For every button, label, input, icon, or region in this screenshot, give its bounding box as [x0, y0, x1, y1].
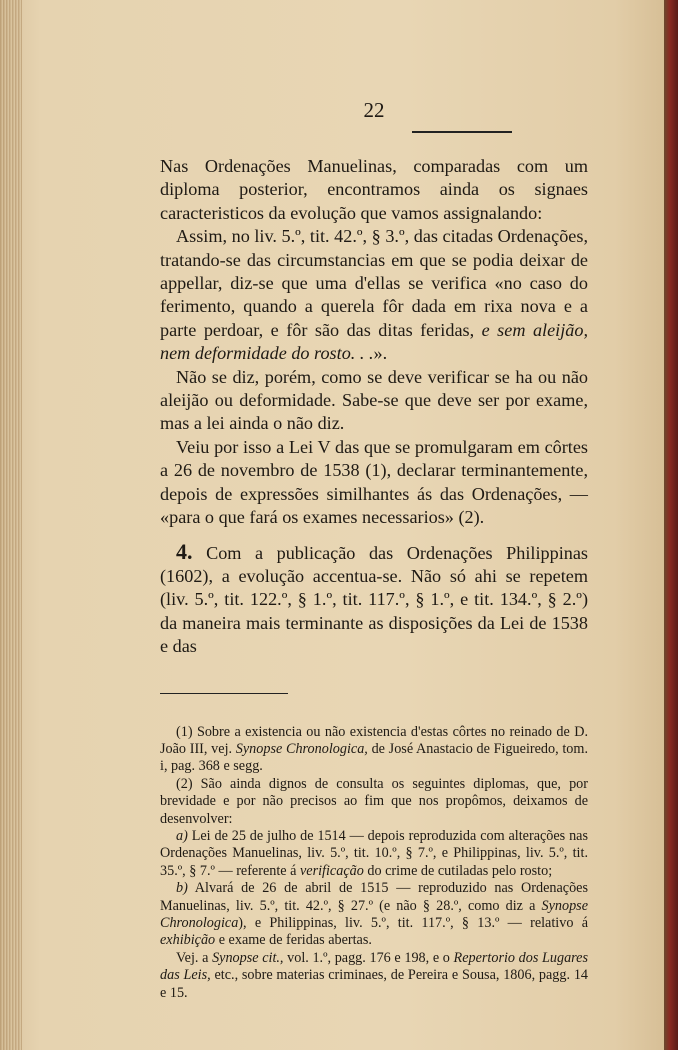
paragraph-4: Veiu por isso a Lei V das que se promulgaram em côrtes a 26 de novembro de 1538 (1), declarar terminantemente, depois de expressões similhantes ás das Ordenações, — «para o que fará os exames necessarios» (2). — [160, 436, 588, 528]
page-content — [160, 98, 588, 1002]
ref-text: Vej. a — [176, 949, 213, 966]
footnote-1-title: Synopse Chronologica, — [235, 740, 368, 757]
item-a-end: do crime de cutiladas pelo rosto; — [363, 862, 553, 879]
footnote-2: (2) São ainda dignos de consulta os seguintes diplomas, que, por brevidade e por não precisos ao fim que nos propômos, deixamos de desenvolver: — [160, 775, 588, 827]
paragraph-5-text: Com a publicação das Ordenações Philippinas (1602), a evolução accentua-se. Não só ahi se repetem (liv. 5.º, tit. 122.º, § 1.º, tit. 117.º, § 1.º, e tit. 134.º, § 2.º) da maneira mais terminante as disposições da Lei de 1538 e das — [160, 542, 589, 657]
page-number: 22 — [363, 98, 385, 122]
item-b-middle: ), e Philippinas, liv. 5.º, tit. 117.º, § 13.º — relativo á — [238, 915, 588, 931]
item-b-text: Alvará de 26 de abril de 1515 — reproduzido nas Ordenações Manuelinas, liv. 5.º, tit. 42.º, § 27.º (e não § 28.º, como diz a — [160, 880, 588, 914]
item-b-title: Synopse Chronologica — [160, 897, 588, 931]
footnote-1-end: de José Anastacio de Figueiredo, tom. i, pag. 368 e segg. — [160, 740, 588, 775]
ref-title-2: Repertorio dos Lugares das Leis, — [160, 949, 588, 984]
paragraph-2-text: Assim, no liv. 5.º, tit. 42.º, § 3.º, das citadas Ordenações, tratando-se das circumstancias em que se podia deixar de appellar, diz-se que uma d'ellas se verifica «no caso do ferimento, quando a querela fôr dada em rixa nova e a parte perdoar, e fôr são das ditas feridas, — [160, 226, 588, 340]
body-text — [160, 155, 588, 659]
paragraph-5 — [160, 540, 588, 659]
header-rule — [412, 131, 512, 133]
paragraph-2-end: ». — [373, 343, 388, 364]
footnote-2-item-a — [160, 828, 588, 880]
footnote-2-references — [160, 950, 588, 1002]
item-a-text: Lei de 25 de julho de 1514 — depois reproduzida com alterações nas Ordenações Manuelinas, liv. 5.º, tit. 10.º, § 7.º, e Philippinas, liv. 5.º, tit. 35.º, § 7.º — referente á — [160, 827, 588, 879]
footnotes — [160, 724, 588, 1003]
item-b-emph: exhibição — [160, 932, 216, 949]
item-a-label: a) — [176, 827, 188, 844]
item-a-emph: verificação — [299, 862, 364, 879]
item-b-end: e exame de feridas abertas. — [215, 932, 372, 949]
page-gutter — [0, 0, 22, 1050]
footnote-2-item-b — [160, 880, 588, 950]
footnote-1-text: (1) Sobre a existencia ou não existencia d'estas côrtes no reinado de D. João III, vej. — [160, 723, 588, 757]
footnote-rule — [160, 693, 288, 694]
book-edge — [664, 0, 678, 1050]
item-b-label: b) — [176, 880, 188, 897]
section-number: 4. — [176, 538, 193, 564]
ref-end: etc., sobre materias criminaes, de Pereira e Sousa, 1806, pagg. 14 e 15. — [160, 967, 589, 1001]
ref-title-1: Synopse cit., — [212, 949, 284, 966]
ref-middle: vol. 1.º, pagg. 176 e 198, e o — [283, 949, 454, 966]
paragraph-2-quote: e sem aleijão, nem deformidade do rosto. . . — [160, 319, 589, 364]
paragraph-1: Nas Ordenações Manuelinas, comparadas com um diploma posterior, encontramos ainda os signaes caracteristicos da evolução que vamos assignalando: — [160, 156, 588, 223]
footnote-1 — [160, 724, 588, 776]
paragraph-3: Não se diz, porém, como se deve verificar se ha ou não aleijão ou deformidade. Sabe-se que deve ser por exame, mas a lei ainda o não diz. — [160, 366, 588, 434]
paragraph-2 — [160, 225, 588, 365]
